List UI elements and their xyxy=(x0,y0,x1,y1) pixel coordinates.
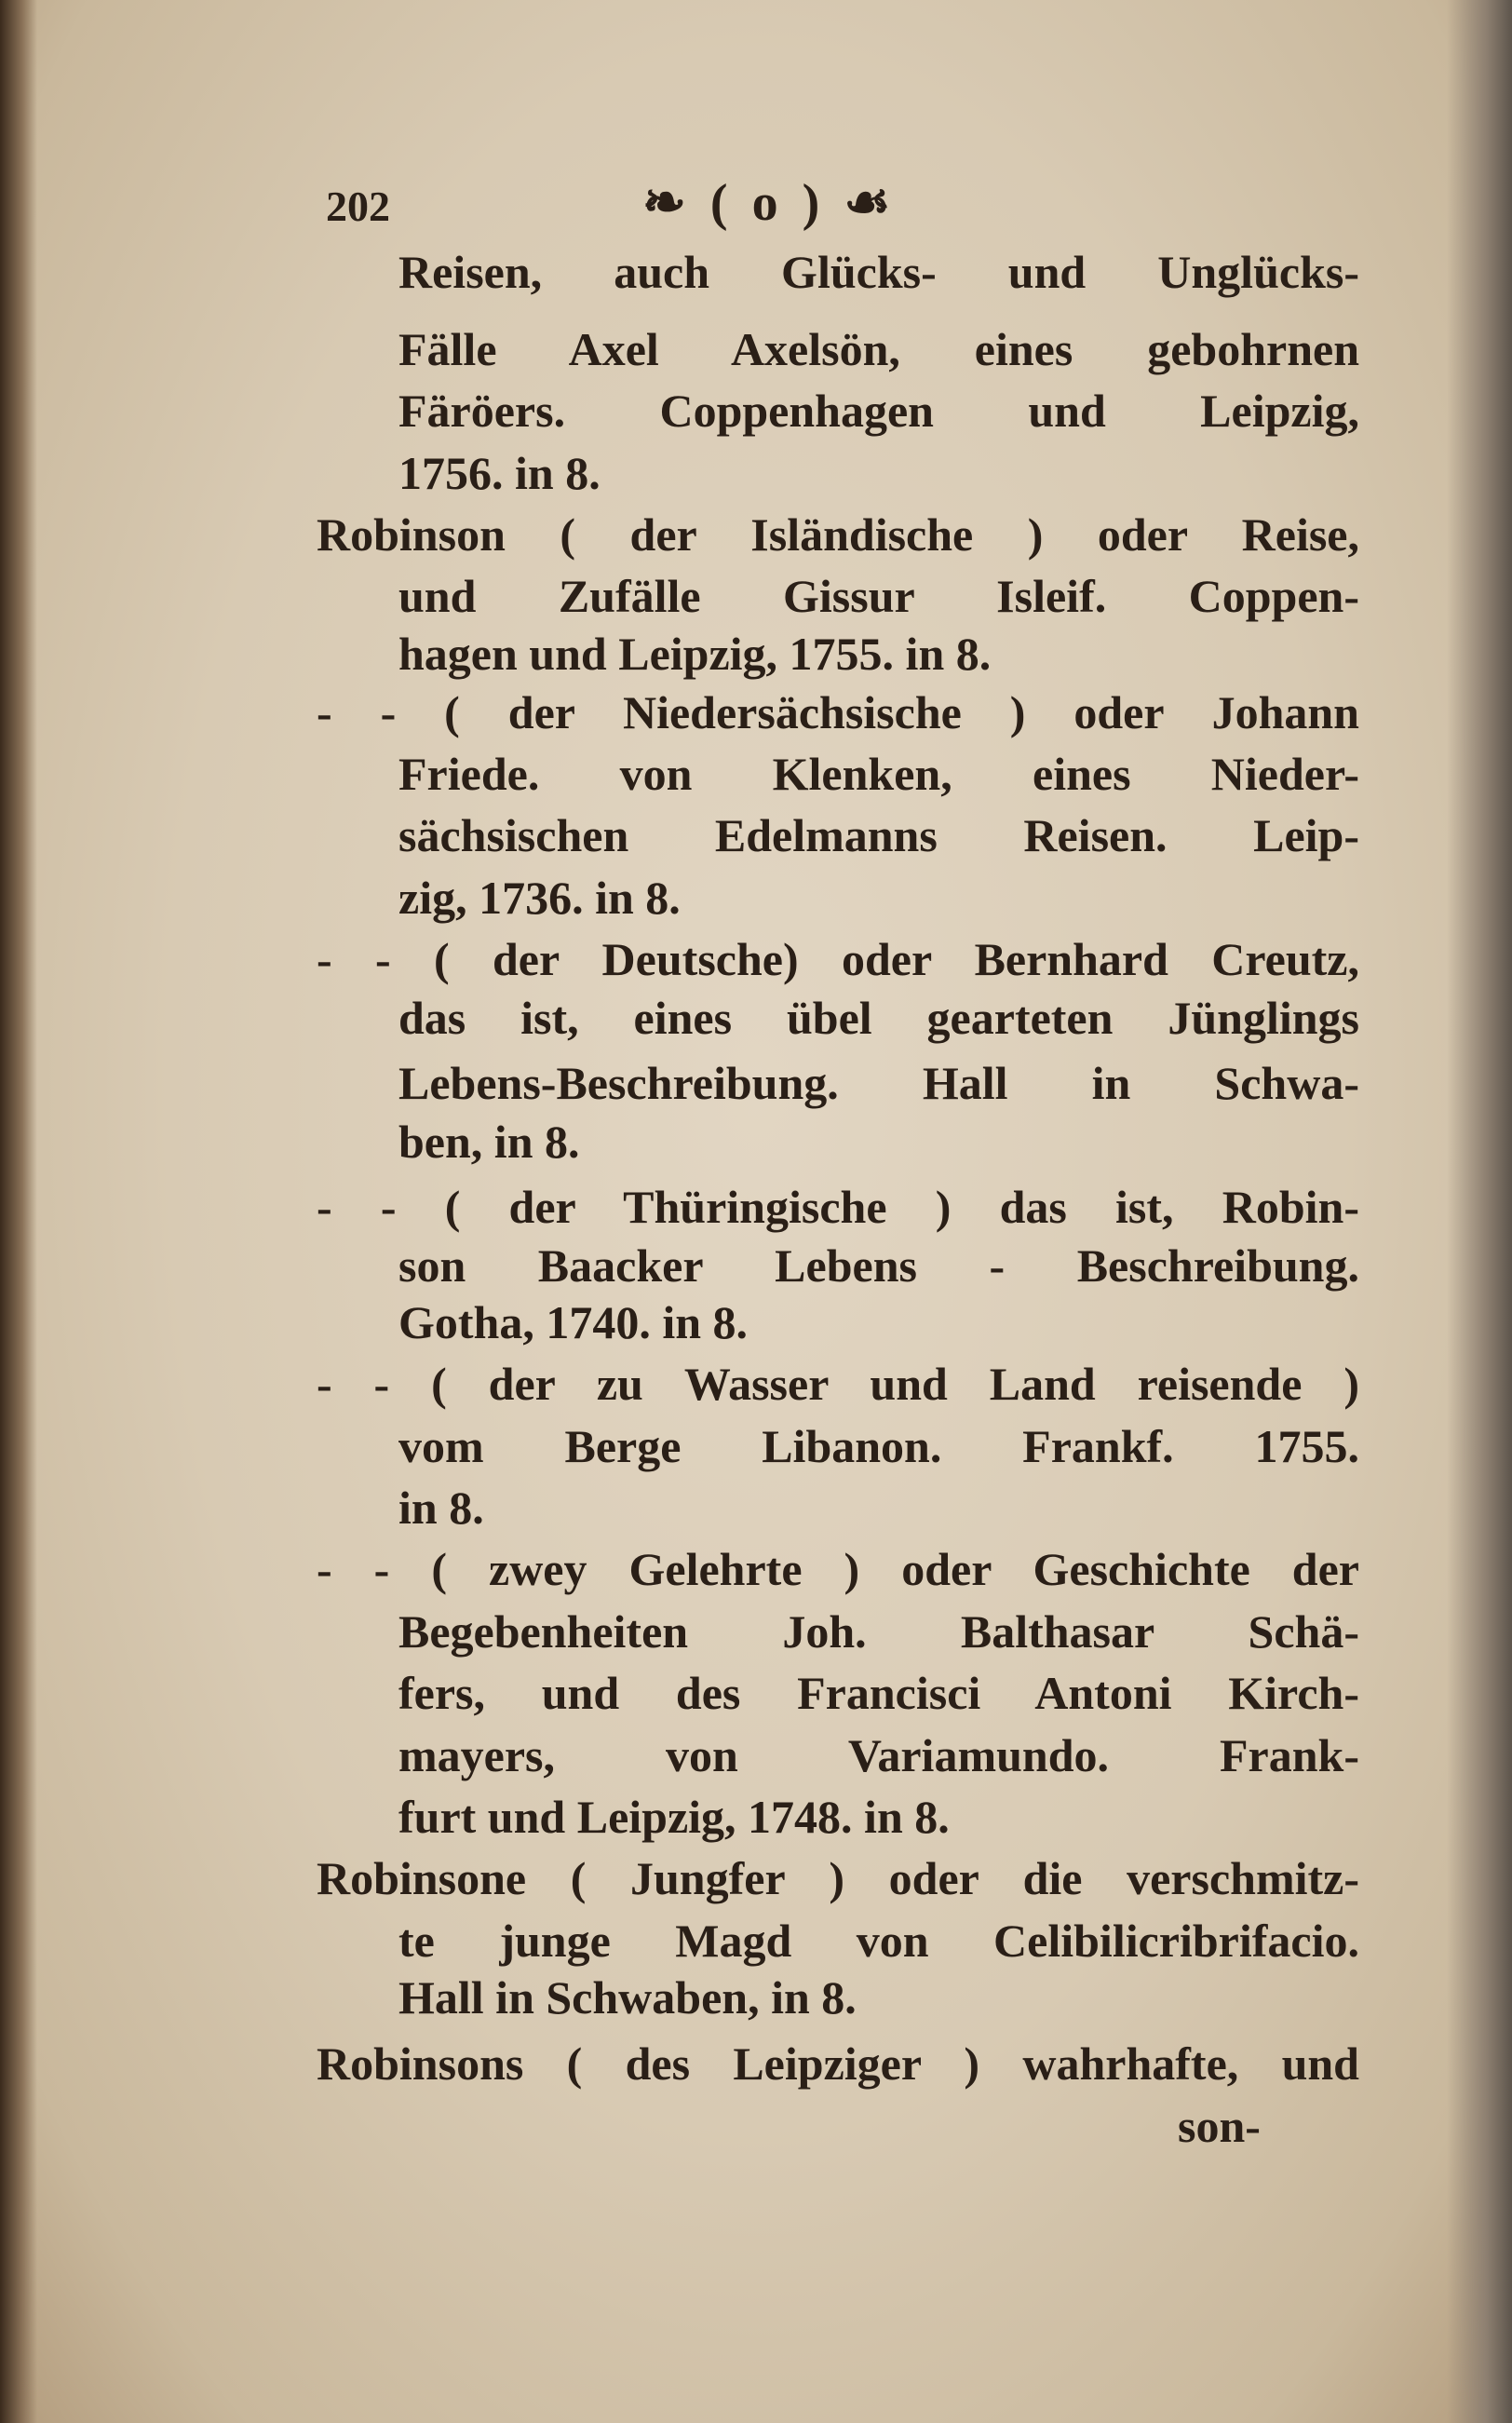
page-number: 202 xyxy=(326,183,390,230)
text-line: Gotha, 1740. in 8. xyxy=(398,1296,749,1348)
text-line: und Zufälle Gissur Isleif. Coppen- xyxy=(398,570,1359,622)
text-line: mayers, von Variamundo. Frank- xyxy=(398,1729,1359,1781)
text-line: ben, in 8. xyxy=(398,1116,580,1168)
text-line: te junge Magd von Celibilicribrifacio. xyxy=(398,1915,1359,1967)
entry-heading-line: - - ( der zu Wasser und Land reisende ) xyxy=(317,1358,1359,1410)
text-line: fers, und des Francisci Antoni Kirch- xyxy=(398,1667,1359,1719)
text-line: 1756. in 8. xyxy=(398,447,601,499)
text-line: Friede. von Klenken, eines Nieder- xyxy=(398,748,1359,800)
text-line: furt und Leipzig, 1748. in 8. xyxy=(398,1791,950,1843)
header-ornament: ❧ ( o ) ☙ xyxy=(642,174,897,232)
text-line: das ist, eines übel gearteten Jünglings xyxy=(398,992,1359,1044)
page-left-edge xyxy=(0,0,37,2423)
entry-heading-line: Robinsons ( des Leipziger ) wahrhafte, und xyxy=(317,2037,1359,2090)
text-line: Lebens-Beschreibung. Hall in Schwa- xyxy=(398,1057,1359,1109)
entry-heading-line: - - ( der Deutsche) oder Bernhard Creutz, xyxy=(317,933,1359,985)
text-line: Hall in Schwaben, in 8. xyxy=(398,1971,857,2024)
text-line: zig, 1736. in 8. xyxy=(398,872,681,924)
text-line: Fälle Axel Axelsön, eines gebohrnen xyxy=(398,323,1359,375)
text-line: hagen und Leipzig, 1755. in 8. xyxy=(398,628,992,680)
text-line: Färöers. Coppenhagen und Leipzig, xyxy=(398,385,1359,437)
entry-heading-line: - - ( zwey Gelehrte ) oder Geschichte der xyxy=(317,1543,1359,1595)
text-line: Reisen, auch Glücks- und Unglücks- xyxy=(398,246,1359,298)
page-right-edge xyxy=(1447,0,1512,2423)
entry-heading-line: - - ( der Niedersächsische ) oder Johann xyxy=(317,686,1359,738)
text-line: son Baacker Lebens - Beschreibung. xyxy=(398,1239,1359,1292)
entry-heading-line: Robinson ( der Isländische ) oder Reise, xyxy=(317,508,1359,561)
entry-heading-line: Robinsone ( Jungfer ) oder die verschmitz- xyxy=(317,1852,1359,1904)
text-line: vom Berge Libanon. Frankf. 1755. xyxy=(398,1420,1359,1472)
text-line: in 8. xyxy=(398,1482,484,1534)
text-line: sächsischen Edelmanns Reisen. Leip- xyxy=(398,809,1359,861)
entry-heading-line: - - ( der Thüringische ) das ist, Robin- xyxy=(317,1181,1359,1233)
catchword: son- xyxy=(1178,2100,1261,2152)
text-line: Begebenheiten Joh. Balthasar Schä- xyxy=(398,1605,1359,1658)
